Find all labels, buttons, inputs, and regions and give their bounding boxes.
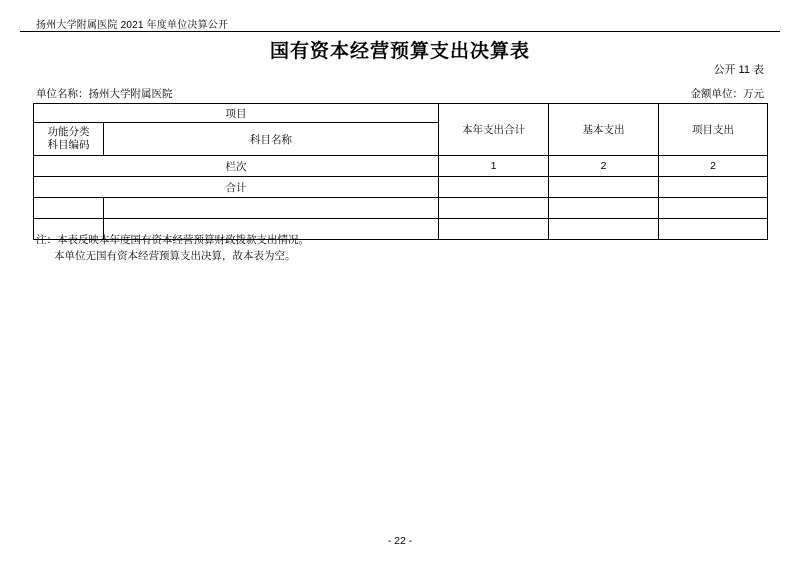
table-column-index-row bbox=[34, 156, 768, 177]
page-title: 国有资本经营预算支出决算表 bbox=[269, 41, 530, 62]
cell-basic bbox=[549, 198, 659, 219]
cell-project bbox=[659, 198, 768, 219]
total-project bbox=[659, 177, 768, 198]
cell-project bbox=[659, 219, 768, 240]
header-group-project: 项目 bbox=[34, 104, 439, 123]
running-head: 扬州大学附属医院 2021 年度单位决算公开 bbox=[36, 20, 229, 31]
column-index-label: 栏次 bbox=[34, 156, 439, 177]
note-line-2: 本单位无国有资本经营预算支出决算，故本表为空。 bbox=[54, 250, 296, 263]
header-subject-name: 科目名称 bbox=[104, 123, 439, 156]
amount-unit: 金额单位：万元 bbox=[690, 88, 764, 100]
total-year-total bbox=[439, 177, 549, 198]
header-function-code-line2: 科目编码 bbox=[47, 139, 90, 151]
cell-basic bbox=[549, 219, 659, 240]
header-function-code bbox=[34, 123, 104, 156]
column-index-3: 2 bbox=[659, 156, 768, 177]
header-divider bbox=[20, 31, 780, 32]
header-basic-expenditure: 基本支出 bbox=[549, 104, 659, 156]
header-year-total: 本年支出合计 bbox=[439, 104, 549, 156]
table-notes bbox=[36, 232, 309, 265]
table-total-row bbox=[34, 177, 768, 198]
table-row bbox=[34, 198, 768, 219]
header-function-code-line1: 功能分类 bbox=[47, 125, 90, 138]
cell-subject-name bbox=[104, 198, 439, 219]
cell-year-total bbox=[439, 219, 549, 240]
cell-year-total bbox=[439, 198, 549, 219]
column-index-1: 1 bbox=[439, 156, 549, 177]
total-basic bbox=[549, 177, 659, 198]
header-project-expenditure: 项目支出 bbox=[659, 104, 768, 156]
cell-function-code bbox=[34, 198, 104, 219]
unit-name: 单位名称：扬州大学附属医院 bbox=[36, 88, 173, 100]
budget-table bbox=[33, 103, 768, 240]
total-row-label: 合计 bbox=[34, 177, 439, 198]
page-number: - 22 - bbox=[387, 535, 413, 547]
table-header-group-row bbox=[34, 104, 768, 123]
form-number: 公开 11 表 bbox=[713, 64, 764, 76]
column-index-2: 2 bbox=[549, 156, 659, 177]
note-line-1: 注：本表反映本年度国有资本经营预算财政拨款支出情况。 bbox=[36, 234, 309, 246]
